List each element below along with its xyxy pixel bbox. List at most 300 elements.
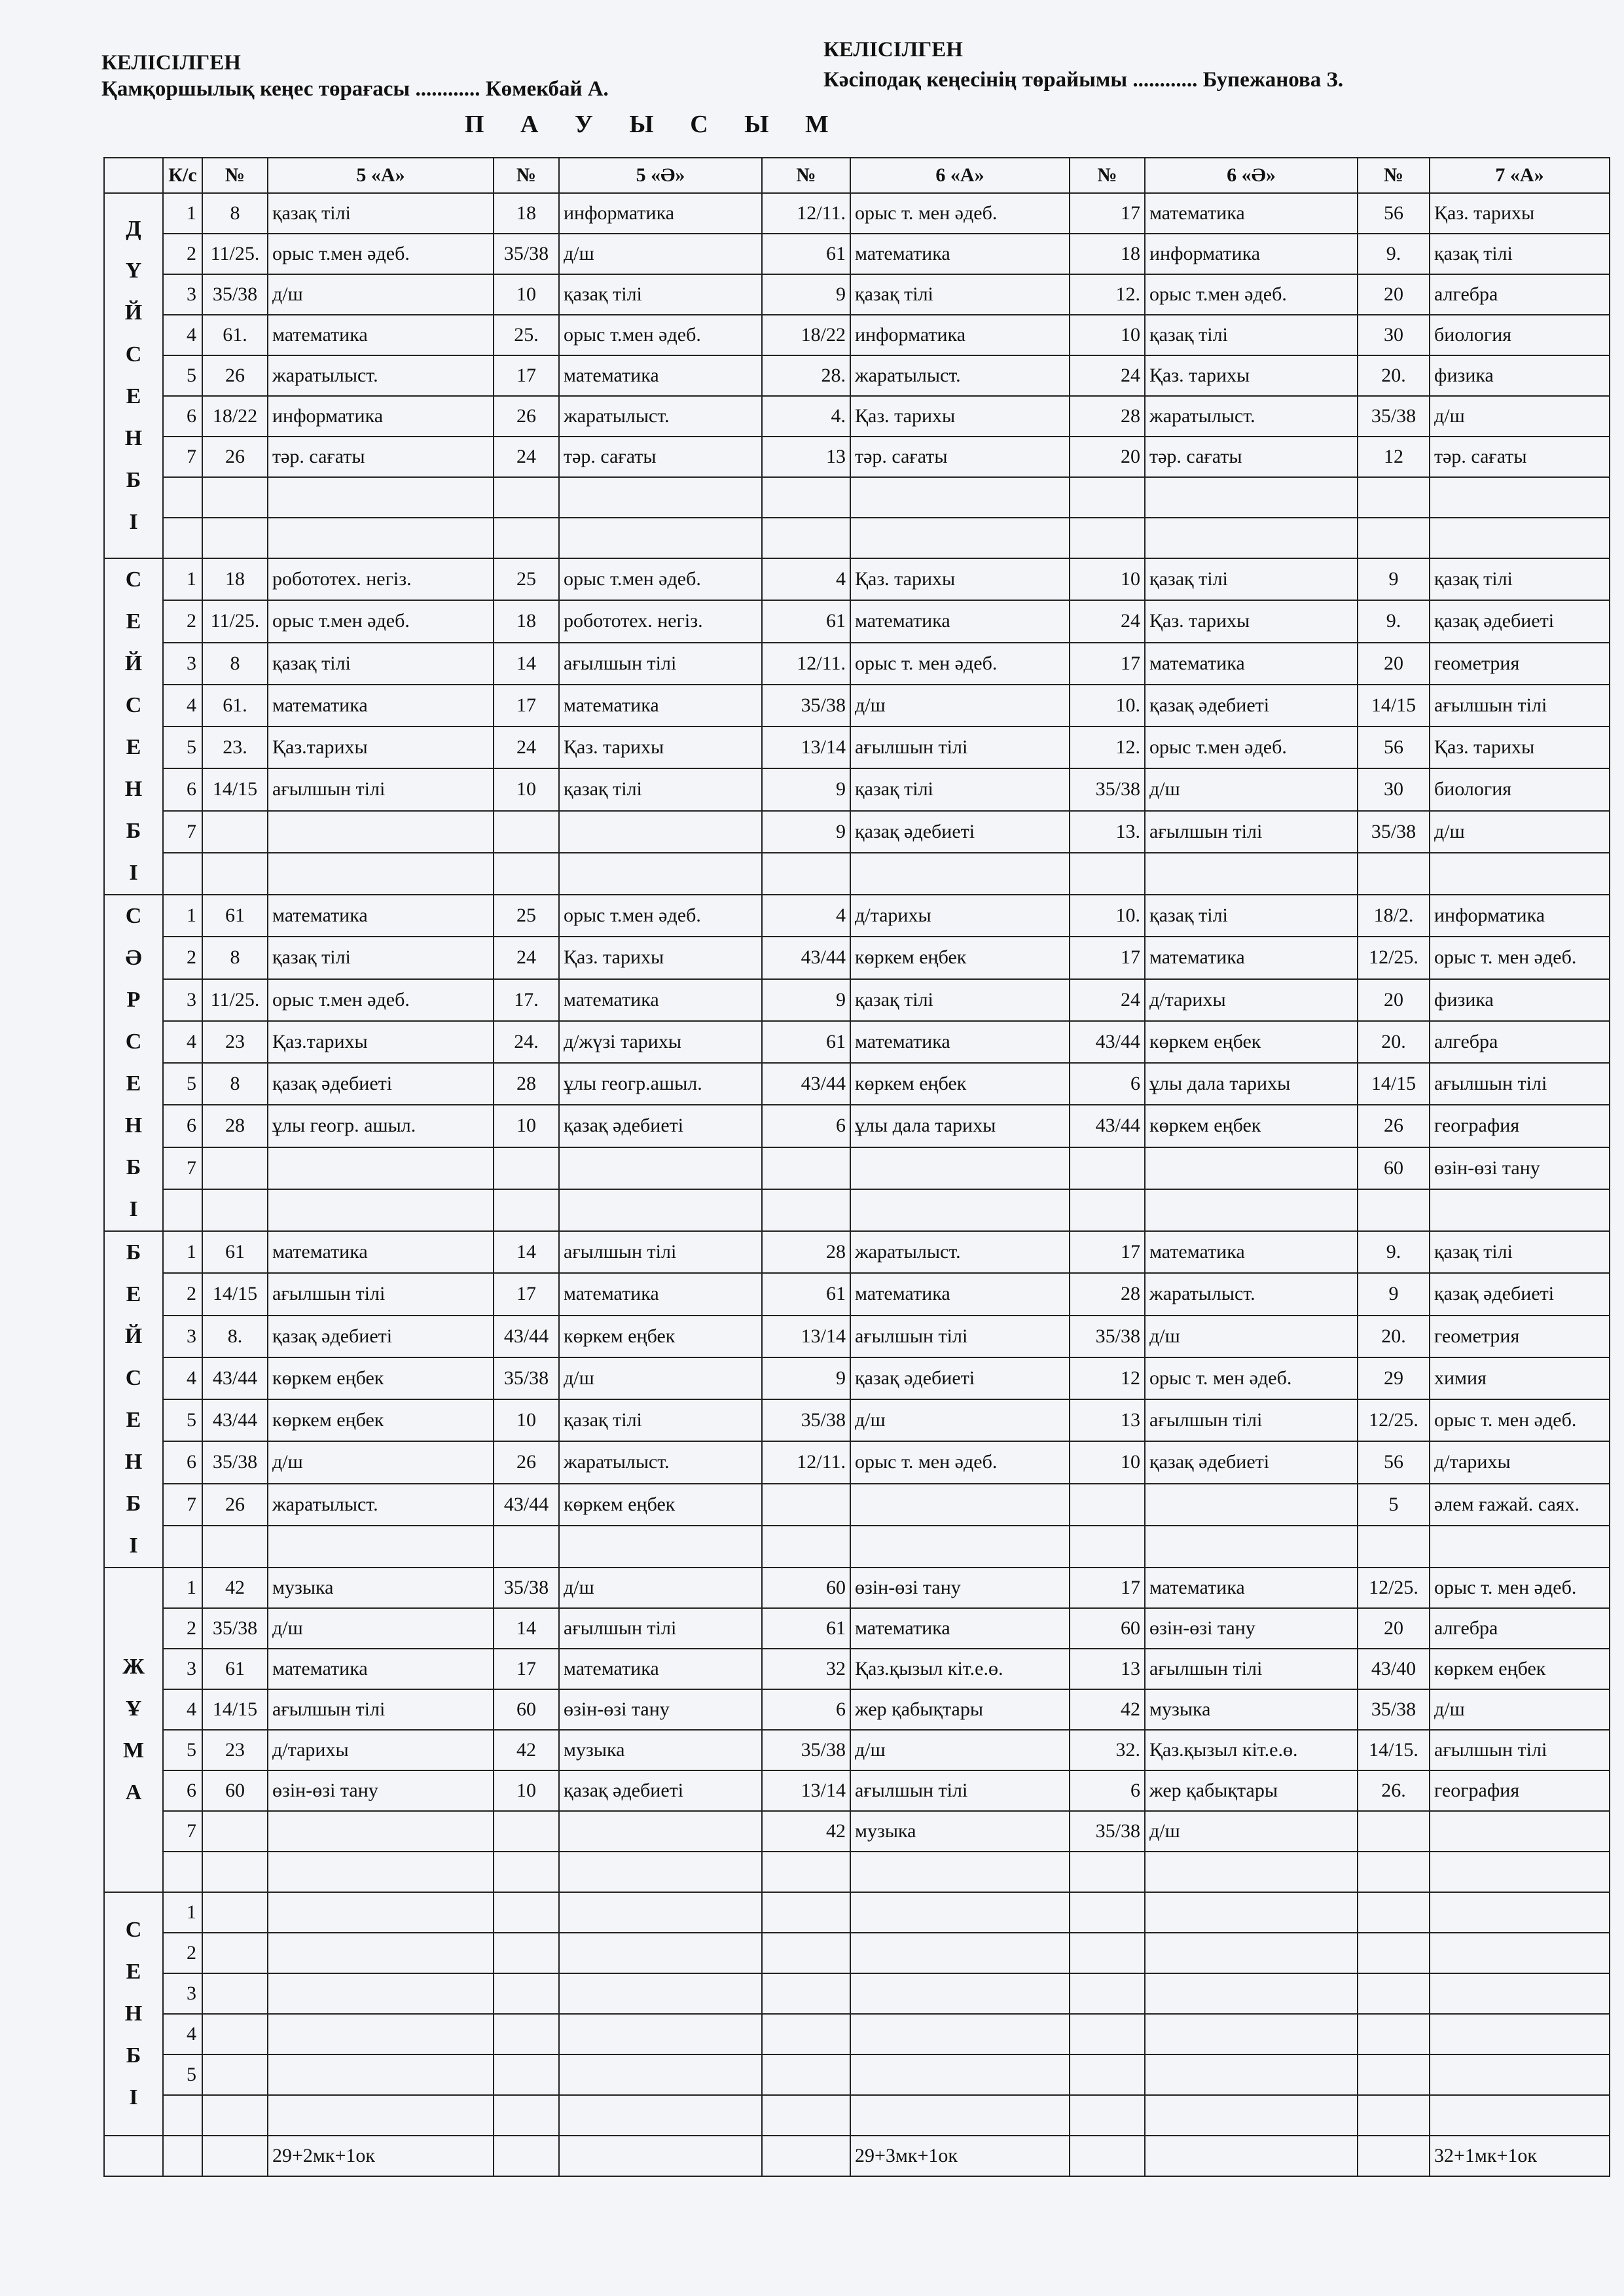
subject-5a: қазақ тілі [268, 643, 494, 685]
subject-5ae: қазақ тілі [559, 768, 762, 810]
column-header: 5 «Ә» [559, 158, 762, 193]
subject-7a: алгебра [1430, 1608, 1610, 1649]
room-6a: 4 [762, 558, 850, 600]
subject-6a: орыс т. мен әдеб. [850, 193, 1070, 234]
subject-5a: өзін-өзі тану [268, 1770, 494, 1811]
subject-5a: көркем еңбек [268, 1399, 494, 1441]
subject-5ae [559, 1147, 762, 1189]
subject-6ae: көркем еңбек [1145, 1105, 1358, 1147]
lesson-row [104, 234, 1610, 274]
lesson-row [104, 937, 1610, 978]
lesson-number: 6 [163, 396, 202, 437]
room-6a [762, 477, 850, 518]
subject-6ae [1145, 518, 1358, 558]
totals-cell [494, 2136, 559, 2176]
subject-5ae: орыс т.мен әдеб. [559, 895, 762, 937]
subject-5a: жаратылыст. [268, 1484, 494, 1526]
room-6ae: 20 [1070, 437, 1145, 477]
room-6a: 28 [762, 1231, 850, 1273]
room-6a: 13 [762, 437, 850, 477]
subject-7a [1430, 2014, 1610, 2054]
subject-7a: орыс т. мен әдеб. [1430, 1399, 1610, 1441]
day-header-cell [104, 158, 163, 193]
subject-7a [1430, 518, 1610, 558]
subject-5a [268, 1526, 494, 1568]
day-letter: Б [126, 1155, 141, 1179]
lesson-row [104, 1273, 1610, 1315]
lesson-number [163, 1526, 202, 1568]
room-5ae: 24 [494, 437, 559, 477]
lesson-row [104, 685, 1610, 726]
room-5ae: 10 [494, 274, 559, 315]
room-6ae [1070, 1484, 1145, 1526]
subject-5a: музыка [268, 1568, 494, 1608]
day-letter: С [125, 904, 142, 928]
room-5a: 26 [202, 1484, 268, 1526]
room-5ae: 28 [494, 1063, 559, 1105]
subject-6a: музыка [850, 1811, 1070, 1852]
day-name [104, 1568, 163, 1892]
subject-6ae: орыс т.мен әдеб. [1145, 726, 1358, 768]
subject-5ae: өзін-өзі тану [559, 1689, 762, 1730]
subject-5a: қазақ әдебиеті [268, 1316, 494, 1357]
day-letter: Й [124, 300, 143, 325]
day-letter: Ә [125, 946, 142, 970]
subject-6a: көркем еңбек [850, 937, 1070, 978]
subject-5ae: д/ш [559, 1568, 762, 1608]
column-header: № [762, 158, 850, 193]
room-7a [1358, 477, 1430, 518]
room-6a [762, 1933, 850, 1973]
room-5a [202, 2014, 268, 2054]
lesson-row [104, 1649, 1610, 1689]
subject-5ae: көркем еңбек [559, 1484, 762, 1526]
room-5ae: 35/38 [494, 1357, 559, 1399]
subject-7a [1430, 1189, 1610, 1231]
subject-5a: информатика [268, 396, 494, 437]
subject-5ae [559, 811, 762, 853]
subject-7a: информатика [1430, 895, 1610, 937]
room-5ae: 24. [494, 1021, 559, 1063]
room-5ae: 10 [494, 1105, 559, 1147]
subject-7a [1430, 1933, 1610, 1973]
day-letter: С [125, 1918, 142, 1942]
lesson-number: 1 [163, 1892, 202, 1933]
room-5a [202, 853, 268, 895]
room-5a: 35/38 [202, 274, 268, 315]
subject-6a [850, 1892, 1070, 1933]
subject-5a: қазақ әдебиеті [268, 1063, 494, 1105]
room-6a [762, 1852, 850, 1892]
room-7a: 14/15 [1358, 1063, 1430, 1105]
room-6ae [1070, 1933, 1145, 1973]
lesson-number: 5 [163, 1063, 202, 1105]
day-letter: Е [126, 384, 141, 408]
subject-7a [1430, 2054, 1610, 2095]
lesson-number: 7 [163, 1811, 202, 1852]
subject-5a [268, 2095, 494, 2136]
subject-6a: информатика [850, 315, 1070, 355]
lesson-row [104, 477, 1610, 518]
room-5a: 61 [202, 1649, 268, 1689]
room-5ae [494, 1147, 559, 1189]
room-6ae: 28 [1070, 1273, 1145, 1315]
room-5a: 61. [202, 315, 268, 355]
room-5a [202, 2095, 268, 2136]
room-6a: 42 [762, 1811, 850, 1852]
day-letter: Ж [122, 1655, 145, 1679]
room-6a [762, 1189, 850, 1231]
day-letter: Н [124, 777, 143, 801]
subject-5a: ағылшын тілі [268, 1689, 494, 1730]
lesson-number: 2 [163, 234, 202, 274]
room-6a: 35/38 [762, 685, 850, 726]
subject-5ae: ағылшын тілі [559, 1231, 762, 1273]
lesson-row [104, 1770, 1610, 1811]
subject-7a: геометрия [1430, 1316, 1610, 1357]
subject-7a: қазақ тілі [1430, 1231, 1610, 1273]
room-7a: 30 [1358, 315, 1430, 355]
subject-5a: д/тарихы [268, 1730, 494, 1770]
subject-6ae [1145, 477, 1358, 518]
subject-7a: география [1430, 1770, 1610, 1811]
totals-cell [1070, 2136, 1145, 2176]
subject-6a [850, 518, 1070, 558]
subject-5ae: д/ш [559, 234, 762, 274]
subject-7a: физика [1430, 979, 1610, 1021]
subject-5a: математика [268, 315, 494, 355]
day-letter: Ү [125, 259, 142, 283]
day-letter: І [129, 1197, 138, 1221]
subject-5a [268, 1189, 494, 1231]
subject-6a: көркем еңбек [850, 1063, 1070, 1105]
right-approval-title: КЕЛІСІЛГЕН [823, 38, 963, 62]
room-6ae [1070, 1973, 1145, 2014]
room-7a: 56 [1358, 726, 1430, 768]
totals-cell [163, 2136, 202, 2176]
subject-5a: орыс т.мен әдеб. [268, 979, 494, 1021]
room-6ae: 17 [1070, 643, 1145, 685]
lesson-row [104, 315, 1610, 355]
subject-7a: Қаз. тарихы [1430, 193, 1610, 234]
subject-5a: математика [268, 895, 494, 937]
day-letter: С [125, 567, 142, 592]
subject-7a: биология [1430, 315, 1610, 355]
subject-6ae: жер қабықтары [1145, 1770, 1358, 1811]
subject-5ae: қазақ тілі [559, 274, 762, 315]
subject-6a: д/ш [850, 685, 1070, 726]
room-5a: 14/15 [202, 768, 268, 810]
room-5ae: 14 [494, 1231, 559, 1273]
subject-5a: орыс т.мен әдеб. [268, 234, 494, 274]
room-5a [202, 1852, 268, 1892]
subject-5a: д/ш [268, 1608, 494, 1649]
day-letter: Н [124, 1450, 143, 1474]
room-6ae [1070, 1892, 1145, 1933]
room-5ae: 42 [494, 1730, 559, 1770]
subject-6a: Қаз. тарихы [850, 396, 1070, 437]
subject-6a [850, 1973, 1070, 2014]
room-6a: 9 [762, 768, 850, 810]
room-5ae [494, 1973, 559, 2014]
subject-5ae [559, 1933, 762, 1973]
subject-6ae [1145, 2014, 1358, 2054]
room-5a [202, 2054, 268, 2095]
subject-7a [1430, 1892, 1610, 1933]
room-5a: 8 [202, 643, 268, 685]
lesson-number [163, 477, 202, 518]
room-6a [762, 2095, 850, 2136]
header-row [104, 158, 1610, 193]
room-6ae [1070, 477, 1145, 518]
subject-5ae [559, 1811, 762, 1852]
room-5a [202, 811, 268, 853]
subject-5ae: музыка [559, 1730, 762, 1770]
subject-6a: жер қабықтары [850, 1689, 1070, 1730]
subject-6a: қазақ тілі [850, 768, 1070, 810]
subject-6ae [1145, 1892, 1358, 1933]
lesson-number [163, 518, 202, 558]
subject-6ae: ағылшын тілі [1145, 811, 1358, 853]
lesson-row [104, 1608, 1610, 1649]
column-header: К/с [163, 158, 202, 193]
subject-5a [268, 2014, 494, 2054]
subject-7a: қазақ әдебиеті [1430, 1273, 1610, 1315]
subject-6ae [1145, 1484, 1358, 1526]
room-7a [1358, 2095, 1430, 2136]
subject-5ae [559, 518, 762, 558]
day-letter: С [125, 342, 142, 367]
subject-6ae: қазақ әдебиеті [1145, 685, 1358, 726]
room-7a: 26 [1358, 1105, 1430, 1147]
subject-5ae: робототех. негіз. [559, 600, 762, 642]
room-5a: 35/38 [202, 1608, 268, 1649]
room-7a: 14/15. [1358, 1730, 1430, 1770]
subject-6ae: информатика [1145, 234, 1358, 274]
lesson-number: 7 [163, 1147, 202, 1189]
subject-6ae: ағылшын тілі [1145, 1649, 1358, 1689]
day-letter: Е [126, 1282, 141, 1306]
room-5ae: 25. [494, 315, 559, 355]
lesson-row [104, 1933, 1610, 1973]
room-6ae [1070, 2095, 1145, 2136]
subject-6a: математика [850, 1021, 1070, 1063]
subject-6a: жаратылыст. [850, 355, 1070, 396]
room-5a: 14/15 [202, 1689, 268, 1730]
lesson-number: 5 [163, 2054, 202, 2095]
subject-6ae: математика [1145, 193, 1358, 234]
subject-6a: ағылшын тілі [850, 1316, 1070, 1357]
room-7a: 20 [1358, 643, 1430, 685]
room-5a [202, 1933, 268, 1973]
totals-cell [104, 2136, 163, 2176]
room-7a [1358, 1526, 1430, 1568]
lesson-number: 5 [163, 726, 202, 768]
room-7a: 35/38 [1358, 396, 1430, 437]
subject-7a: тәр. сағаты [1430, 437, 1610, 477]
subject-5ae: ағылшын тілі [559, 643, 762, 685]
subject-6a [850, 2014, 1070, 2054]
room-6ae: 13 [1070, 1399, 1145, 1441]
subject-7a: д/ш [1430, 1689, 1610, 1730]
subject-5ae: математика [559, 979, 762, 1021]
lesson-number [163, 2095, 202, 2136]
subject-5ae: тәр. сағаты [559, 437, 762, 477]
timetable-body [104, 193, 1610, 2136]
room-5a: 14/15 [202, 1273, 268, 1315]
room-5ae: 17 [494, 1273, 559, 1315]
room-6a [762, 1973, 850, 2014]
subject-6a: математика [850, 1608, 1070, 1649]
room-7a: 12/25. [1358, 937, 1430, 978]
room-6a [762, 1484, 850, 1526]
lesson-row [104, 1147, 1610, 1189]
subject-6ae: қазақ тілі [1145, 558, 1358, 600]
room-6a: 9 [762, 979, 850, 1021]
room-7a: 9 [1358, 1273, 1430, 1315]
lesson-row [104, 643, 1610, 685]
subject-5a: ұлы геогр. ашыл. [268, 1105, 494, 1147]
room-6ae: 6 [1070, 1770, 1145, 1811]
subject-6ae [1145, 1933, 1358, 1973]
room-5ae: 43/44 [494, 1316, 559, 1357]
subject-5ae: ағылшын тілі [559, 1608, 762, 1649]
room-6ae: 43/44 [1070, 1021, 1145, 1063]
totals-7a: 32+1мк+1ок [1430, 2136, 1610, 2176]
subject-5ae: көркем еңбек [559, 1316, 762, 1357]
subject-7a: геометрия [1430, 643, 1610, 685]
room-5a: 35/38 [202, 1441, 268, 1483]
room-5a: 23 [202, 1730, 268, 1770]
subject-5ae [559, 853, 762, 895]
subject-5a [268, 853, 494, 895]
day-letter: Н [124, 2001, 143, 2026]
room-7a: 35/38 [1358, 1689, 1430, 1730]
room-5ae [494, 2054, 559, 2095]
room-7a: 20. [1358, 1021, 1430, 1063]
subject-5a [268, 1811, 494, 1852]
lesson-row [104, 518, 1610, 558]
column-header: № [1070, 158, 1145, 193]
room-6a: 35/38 [762, 1399, 850, 1441]
subject-6a: орыс т. мен әдеб. [850, 643, 1070, 685]
room-6a: 4 [762, 895, 850, 937]
day-letter: Р [126, 988, 141, 1012]
lesson-row [104, 1689, 1610, 1730]
lesson-number [163, 853, 202, 895]
room-6ae: 10 [1070, 315, 1145, 355]
room-7a: 20. [1358, 355, 1430, 396]
day-letter: Е [126, 1071, 141, 1096]
subject-6a: математика [850, 1273, 1070, 1315]
subject-6a: д/ш [850, 1399, 1070, 1441]
subject-5a: математика [268, 1231, 494, 1273]
lesson-number: 3 [163, 979, 202, 1021]
subject-7a: алгебра [1430, 1021, 1610, 1063]
subject-7a: география [1430, 1105, 1610, 1147]
day-name [104, 895, 163, 1231]
subject-5a: қазақ тілі [268, 937, 494, 978]
room-6a: 9 [762, 811, 850, 853]
lesson-number: 2 [163, 1933, 202, 1973]
room-5a: 43/44 [202, 1357, 268, 1399]
lesson-row [104, 1526, 1610, 1568]
lesson-number: 6 [163, 1105, 202, 1147]
room-7a [1358, 1189, 1430, 1231]
room-6a: 9 [762, 274, 850, 315]
subject-6ae: ағылшын тілі [1145, 1399, 1358, 1441]
room-7a [1358, 1811, 1430, 1852]
subject-6a [850, 1933, 1070, 1973]
subject-5ae: д/ш [559, 1357, 762, 1399]
room-7a [1358, 853, 1430, 895]
room-5ae: 14 [494, 1608, 559, 1649]
lesson-row [104, 1189, 1610, 1231]
day-letter: Е [126, 1960, 141, 1984]
subject-6a: Қаз. тарихы [850, 558, 1070, 600]
subject-6a: қазақ тілі [850, 274, 1070, 315]
room-7a: 20 [1358, 274, 1430, 315]
room-5a: 11/25. [202, 600, 268, 642]
subject-7a [1430, 2095, 1610, 2136]
room-5ae: 10 [494, 768, 559, 810]
subject-6a: қазақ әдебиеті [850, 1357, 1070, 1399]
room-6ae [1070, 1189, 1145, 1231]
room-6a: 61 [762, 234, 850, 274]
room-6ae [1070, 1852, 1145, 1892]
room-5ae: 25 [494, 558, 559, 600]
lesson-number: 6 [163, 1441, 202, 1483]
room-6ae [1070, 518, 1145, 558]
subject-5ae: орыс т.мен әдеб. [559, 558, 762, 600]
room-5ae: 43/44 [494, 1484, 559, 1526]
room-6a: 13/14 [762, 1770, 850, 1811]
room-5ae: 24 [494, 937, 559, 978]
lesson-row [104, 558, 1610, 600]
left-approval-title: КЕЛІСІЛГЕН [101, 51, 241, 75]
totals-cell [1358, 2136, 1430, 2176]
room-6ae: 18 [1070, 234, 1145, 274]
lesson-number: 1 [163, 193, 202, 234]
subject-6a: қазақ әдебиеті [850, 811, 1070, 853]
subject-7a: қазақ әдебиеті [1430, 600, 1610, 642]
room-5ae: 24 [494, 726, 559, 768]
room-6a [762, 2014, 850, 2054]
subject-7a: химия [1430, 1357, 1610, 1399]
room-5a: 18 [202, 558, 268, 600]
lesson-number: 7 [163, 1484, 202, 1526]
subject-5a: ағылшын тілі [268, 768, 494, 810]
lesson-number: 3 [163, 643, 202, 685]
room-5ae [494, 2014, 559, 2054]
room-7a: 18/2. [1358, 895, 1430, 937]
day-letter: Б [126, 1492, 141, 1516]
subject-5a: д/ш [268, 274, 494, 315]
lesson-row [104, 193, 1610, 234]
lesson-number: 4 [163, 315, 202, 355]
day-letter: Й [124, 651, 143, 675]
lesson-row [104, 1811, 1610, 1852]
subject-7a: қазақ тілі [1430, 558, 1610, 600]
lesson-number: 6 [163, 768, 202, 810]
room-5a: 8. [202, 1316, 268, 1357]
room-6a [762, 1147, 850, 1189]
subject-5ae: жаратылыст. [559, 396, 762, 437]
subject-6ae: Қаз. тарихы [1145, 355, 1358, 396]
lesson-number: 5 [163, 1730, 202, 1770]
room-5a: 61. [202, 685, 268, 726]
room-5ae: 26 [494, 1441, 559, 1483]
